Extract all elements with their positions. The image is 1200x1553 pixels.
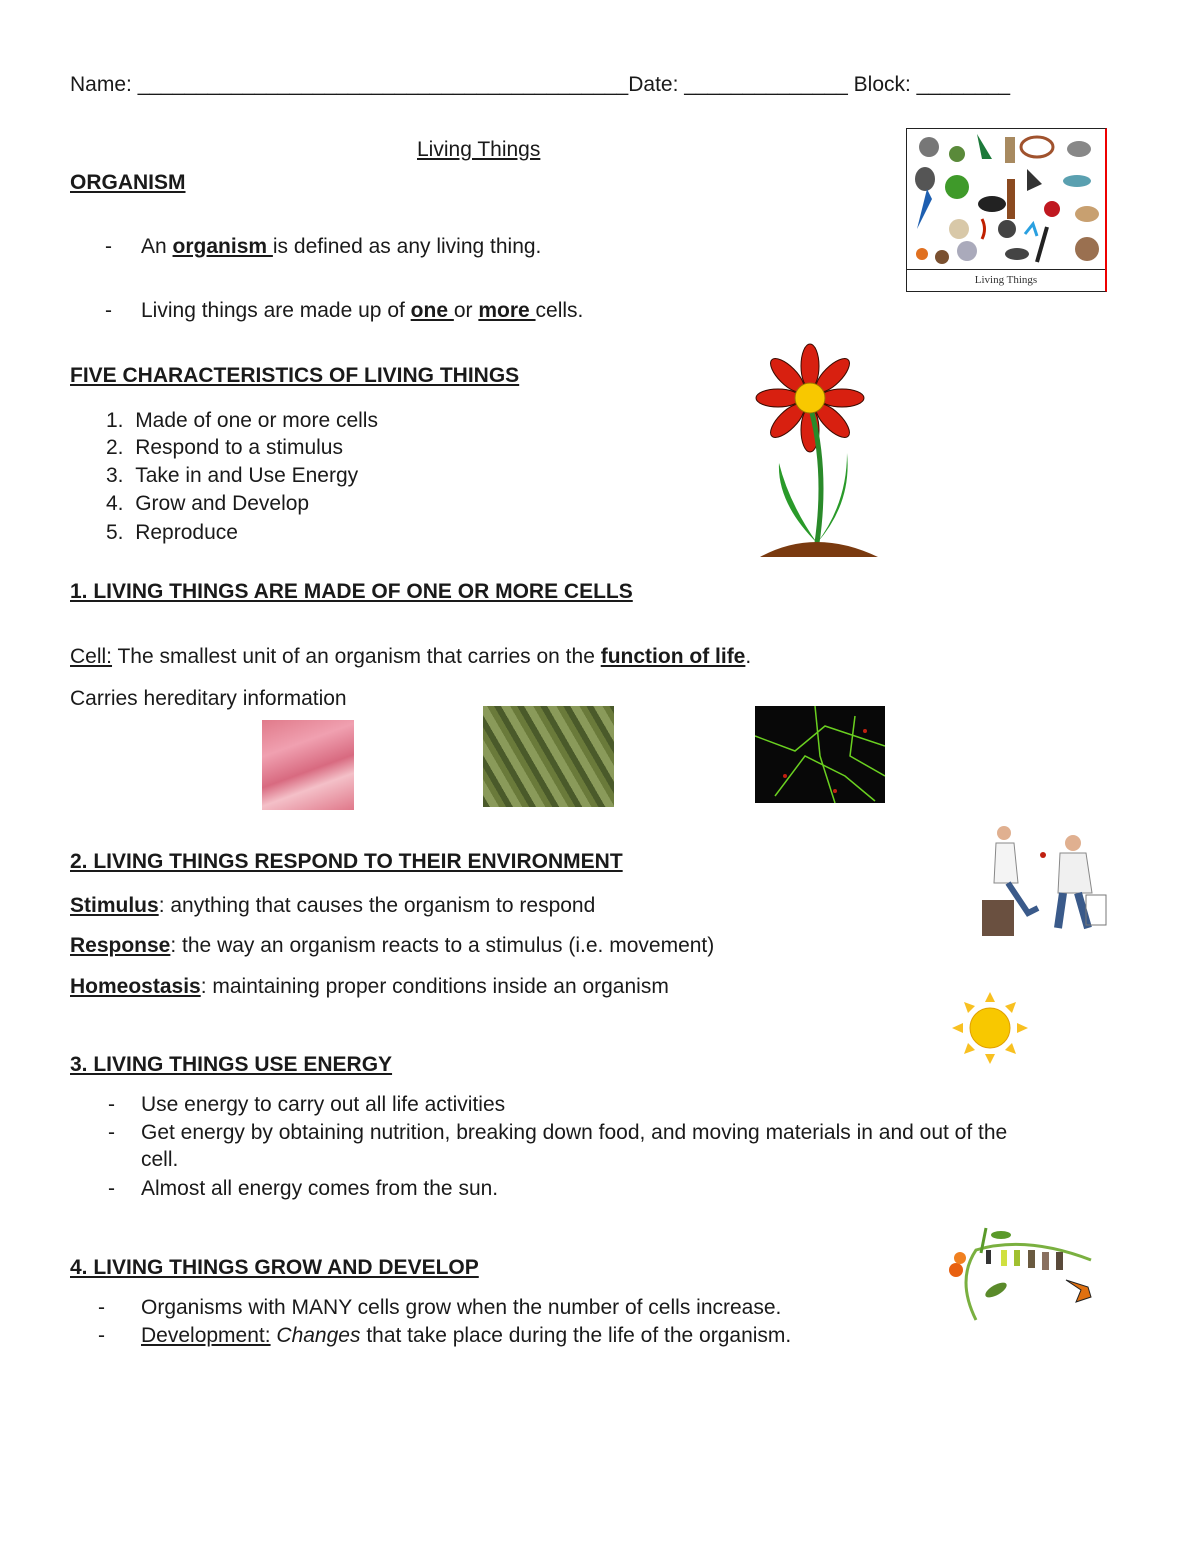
living-things-collage-image	[906, 128, 1107, 292]
organism-heading: ORGANISM	[70, 171, 186, 194]
stimulus-term: Stimulus	[70, 894, 159, 917]
item-text: Take in and Use Energy	[135, 464, 359, 487]
section4-heading: 4. LIVING THINGS GROW AND DEVELOP	[70, 1256, 479, 1279]
muscle-cells-image	[262, 720, 354, 810]
section2-heading: 2. LIVING THINGS RESPOND TO THEIR ENVIRONMENT	[70, 850, 623, 873]
item-text: Respond to a stimulus	[135, 436, 343, 459]
text: : maintaining proper conditions inside an organism	[200, 975, 669, 998]
homeostasis-definition	[70, 975, 669, 999]
energy-bullet: Almost all energy comes from the sun.	[141, 1177, 499, 1200]
stimulus-definition	[70, 894, 595, 918]
development-bullet	[141, 1324, 791, 1348]
collage-caption: Living Things	[907, 269, 1105, 290]
item-text: Grow and Develop	[135, 492, 310, 515]
text: An	[141, 235, 173, 258]
text: : the way an organism reacts to a stimulus (i.e. movement)	[170, 934, 715, 957]
page-title: Living Things	[417, 138, 541, 161]
name-date-block-line	[70, 73, 1010, 97]
item-text: Made of one or more cells	[135, 409, 378, 432]
bullet-dash: -	[98, 1324, 105, 1347]
date-label: Date:	[628, 73, 679, 96]
list-item: 1. Made of one or more cells	[106, 409, 378, 432]
text: cells.	[535, 299, 584, 322]
response-term: Response	[70, 934, 171, 957]
item-text: Reproduce	[135, 521, 238, 544]
doctor-reflex-test-icon	[978, 825, 1113, 940]
date-blank[interactable]: ______________	[684, 73, 848, 96]
bullet-dash: -	[108, 1093, 115, 1116]
neuron-icon	[755, 706, 885, 803]
more-term: more	[478, 299, 536, 322]
energy-bullet: Get energy by obtaining nutrition, breaking down food, and moving materials in and out of the	[141, 1121, 1008, 1144]
section1-heading: 1. LIVING THINGS ARE MADE OF ONE OR MORE CELLS	[70, 580, 633, 603]
list-item: 5. Reproduce	[106, 521, 238, 544]
energy-bullet: Use energy to carry out all life activities	[141, 1093, 506, 1116]
bullet-dash: -	[98, 1296, 105, 1319]
text: Living things are made up of	[141, 299, 411, 322]
text: : anything that causes the organism to respond	[158, 894, 596, 917]
cell-definition	[70, 645, 751, 669]
text: is defined as any living thing.	[272, 235, 542, 258]
name-blank[interactable]: __________________________________________	[137, 73, 629, 96]
bullet-dash: -	[108, 1177, 115, 1200]
organism-bullet-2	[141, 299, 583, 323]
cell-term: Cell:	[70, 645, 113, 668]
organism-term: organism	[172, 235, 273, 258]
characteristics-heading: FIVE CHARACTERISTICS OF LIVING THINGS	[70, 364, 520, 387]
list-item: 4. Grow and Develop	[106, 492, 310, 515]
text: that take place during the life of the organism.	[360, 1324, 792, 1347]
one-term: one	[410, 299, 454, 322]
changes-text: Changes	[270, 1324, 361, 1347]
text: .	[745, 645, 752, 668]
homeostasis-term: Homeostasis	[70, 975, 201, 998]
plant-cells-image	[483, 706, 614, 807]
development-term: Development:	[141, 1324, 271, 1347]
sun-icon	[950, 990, 1030, 1066]
block-blank[interactable]: ________	[916, 73, 1011, 96]
list-item: 3. Take in and Use Energy	[106, 464, 359, 487]
bullet-dash: -	[105, 235, 112, 258]
neuron-cells-image	[755, 706, 885, 803]
hereditary-text: Carries hereditary information	[70, 687, 347, 710]
text: or	[453, 299, 479, 322]
flower-icon	[750, 343, 885, 559]
response-definition	[70, 934, 714, 958]
growth-bullet: Organisms with MANY cells grow when the number of cells increase.	[141, 1296, 782, 1319]
section3-heading: 3. LIVING THINGS USE ENERGY	[70, 1053, 393, 1076]
energy-bullet-continued: cell.	[141, 1148, 179, 1171]
butterfly-life-cycle-icon	[946, 1220, 1102, 1326]
name-label: Name:	[70, 73, 132, 96]
animals-collage-icon	[907, 129, 1105, 269]
organism-bullet-1	[141, 235, 541, 259]
list-item: 2. Respond to a stimulus	[106, 436, 343, 459]
block-label: Block:	[853, 73, 911, 96]
function-of-life-term: function of life	[600, 645, 746, 668]
bullet-dash: -	[105, 299, 112, 322]
bullet-dash: -	[108, 1121, 115, 1144]
text: The smallest unit of an organism that carries on the	[112, 645, 601, 668]
